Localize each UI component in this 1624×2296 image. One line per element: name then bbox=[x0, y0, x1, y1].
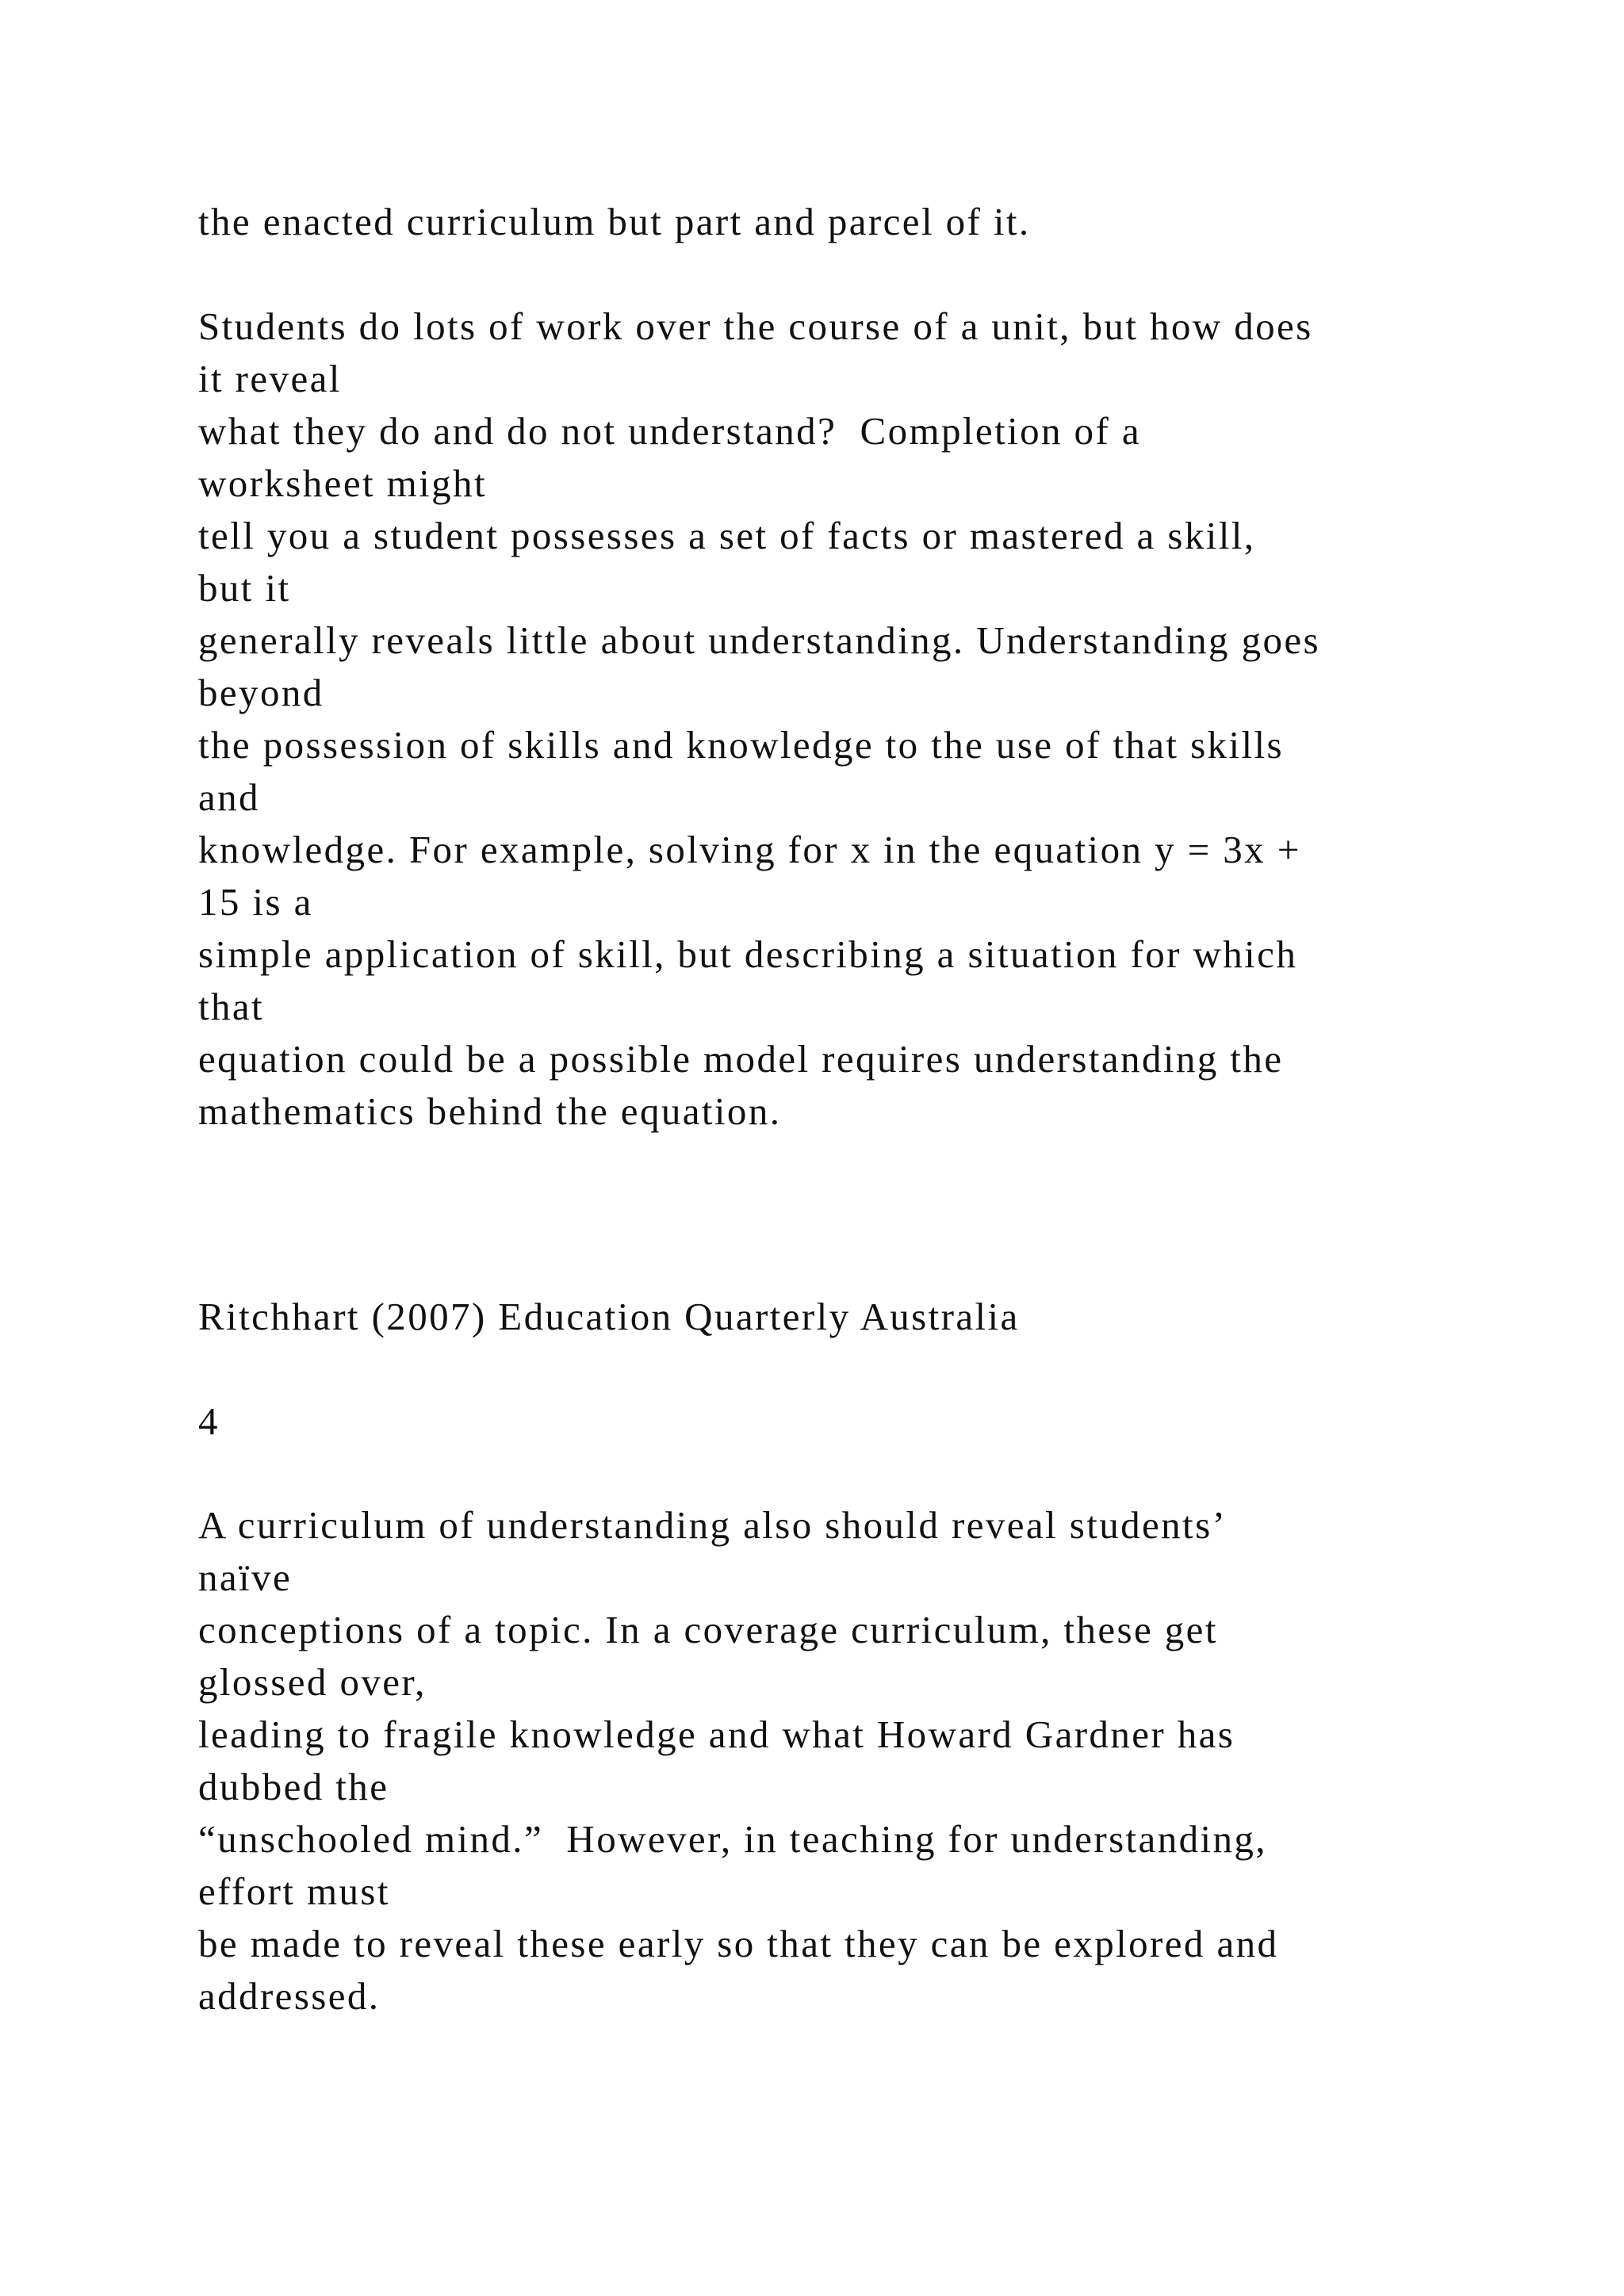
text-line: addressed. bbox=[198, 1974, 381, 2018]
text-line: A curriculum of understanding also should reveal students’ bbox=[198, 1503, 1228, 1547]
text-line: conceptions of a topic. In a coverage curriculum, these get bbox=[198, 1608, 1218, 1651]
text-line: it reveal bbox=[198, 357, 342, 400]
text-line: naïve bbox=[198, 1556, 293, 1599]
paragraph-continuation bbox=[198, 196, 1546, 248]
text-line: beyond bbox=[198, 671, 324, 714]
text-line: “unschooled mind.” However, in teaching for understanding, bbox=[198, 1817, 1267, 1861]
page-number-text: 4 bbox=[198, 1399, 220, 1443]
text-line: generally reveals little about understanding. Understanding goes bbox=[198, 618, 1320, 662]
text-line: tell you a student possesses a set of facts or mastered a skill, bbox=[198, 514, 1256, 557]
text-line: worksheet might bbox=[198, 461, 487, 505]
text-line: equation could be a possible model requires understanding the bbox=[198, 1037, 1284, 1081]
text-line: 15 is a bbox=[198, 880, 313, 924]
text-line: dubbed the bbox=[198, 1765, 389, 1808]
text-line: glossed over, bbox=[198, 1660, 427, 1704]
text-line: that bbox=[198, 985, 265, 1028]
citation-line: Ritchhart (2007) Education Quarterly Australia bbox=[198, 1295, 1020, 1338]
text-line: what they do and do not understand? Completion of a bbox=[198, 409, 1141, 453]
citation-header bbox=[198, 1291, 1546, 1343]
page-number bbox=[198, 1395, 1546, 1448]
text-line: the possession of skills and knowledge to the use of that skills bbox=[198, 723, 1284, 767]
text-line: be made to reveal these early so that they can be explored and bbox=[198, 1922, 1279, 1965]
text-line: effort must bbox=[198, 1869, 390, 1913]
text-line: Students do lots of work over the course of a unit, but how does bbox=[198, 304, 1313, 348]
paragraph-understanding bbox=[198, 300, 1546, 1138]
text-line: knowledge. For example, solving for x in the equation y = 3x + bbox=[198, 828, 1301, 871]
paragraph-naive-conceptions bbox=[198, 1499, 1546, 2022]
text-line: mathematics behind the equation. bbox=[198, 1089, 782, 1133]
text-line: but it bbox=[198, 566, 291, 610]
text-line: leading to fragile knowledge and what Howard Gardner has bbox=[198, 1712, 1235, 1756]
text-line: simple application of skill, but describing a situation for which bbox=[198, 932, 1298, 976]
text-line: and bbox=[198, 775, 260, 819]
text-line: the enacted curriculum but part and parcel of it. bbox=[198, 200, 1031, 243]
